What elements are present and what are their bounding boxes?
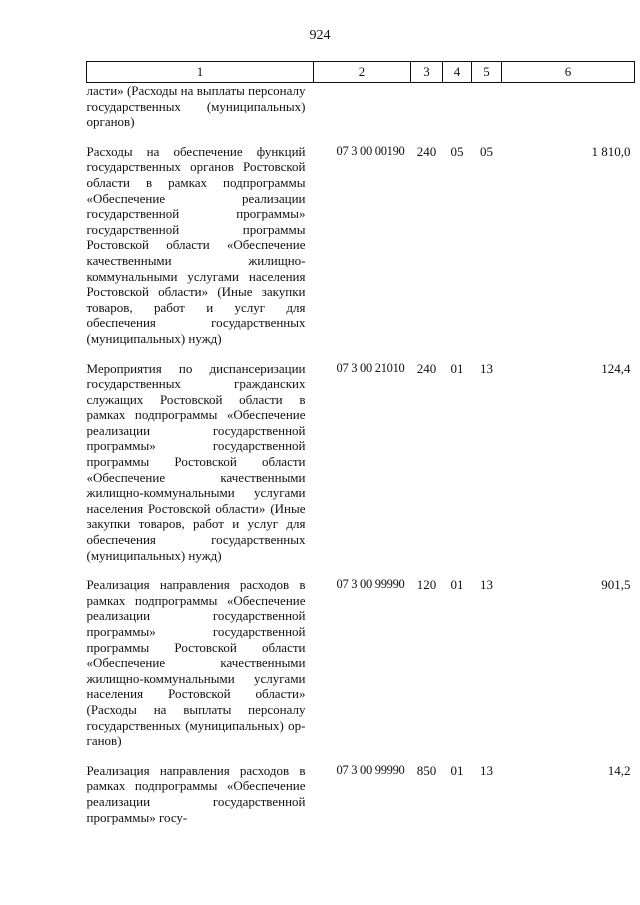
header-col-3: 3 <box>411 62 443 83</box>
row-col5: 05 <box>480 143 493 159</box>
row-code: 07 3 00 00190 <box>336 143 405 158</box>
row-col4: 01 <box>450 762 464 778</box>
header-col-2: 2 <box>314 62 411 83</box>
row-amount: 124,4 <box>601 360 631 376</box>
row-col4: 05 <box>450 143 464 159</box>
row-amount: 14,2 <box>607 762 631 778</box>
header-col-1: 1 <box>87 62 314 83</box>
row-col4: 01 <box>450 577 464 593</box>
table-row <box>87 749 635 825</box>
row-col3 <box>411 83 443 130</box>
page-number: 924 <box>309 28 331 43</box>
row-description: ласти» (Расходы на выплаты персоналу государственных (муниципальных) органов) <box>86 83 306 130</box>
budget-table <box>86 61 635 825</box>
row-description: Расходы на обеспечение функций государственных органов Ростовской области в рамках подпрограммы «Обеспечение реализации государственной программы» государственной программы Ростовской области «Обеспечение качественными жилищно-коммунальными услугами населения Ростовской области» (Иные закупки товаров, работ и услуг для обеспечения государственных (муниципальных) нужд) <box>86 143 306 346</box>
row-col5: 13 <box>480 360 493 376</box>
row-amount: 901,5 <box>601 577 631 593</box>
row-code <box>314 83 411 130</box>
row-description: Реализация направления расходов в рамках подпрограммы «Обеспечение реализации государственной программы» государственной программы Ростовской области «Обеспечение качественными жилищно-коммунальными услугами населения Ростовской области» (Расходы на выплаты персоналу государственных (муниципальных) органов) <box>86 577 306 749</box>
row-amount <box>502 83 635 130</box>
row-code: 07 3 00 99990 <box>336 762 405 777</box>
row-col5: 13 <box>480 577 493 593</box>
header-col-5: 5 <box>472 62 502 83</box>
row-code: 07 3 00 99990 <box>336 577 405 592</box>
row-col3: 850 <box>416 762 437 778</box>
header-col-6: 6 <box>502 62 635 83</box>
row-col3: 240 <box>416 360 437 376</box>
row-col4 <box>443 83 472 130</box>
row-amount: 1 810,0 <box>591 143 631 159</box>
row-col5: 13 <box>480 762 493 778</box>
row-col3: 240 <box>416 143 437 159</box>
table-row <box>87 563 635 749</box>
row-code: 07 3 00 21010 <box>336 360 405 375</box>
table-row <box>87 130 635 347</box>
header-col-4: 4 <box>443 62 472 83</box>
table-header <box>87 62 635 83</box>
table-row <box>87 83 635 130</box>
row-col4: 01 <box>450 360 464 376</box>
table-row <box>87 347 635 564</box>
row-col5 <box>472 83 502 130</box>
row-description: Реализация направления расходов в рамках подпрограммы «Обеспечение реализации государственной программы» госу- <box>86 762 306 825</box>
row-col3: 120 <box>416 577 437 593</box>
row-description: Мероприятия по диспансеризации государственных гражданских служащих Ростовской области в рамках подпрограммы «Обеспечение реализации государственной программы» государственной программы Ростовской области «Обеспечение качественными жилищно-коммунальными услугами населения Ростовской области» (Иные закупки товаров, работ и услуг для обеспечения государственных (муниципальных) нужд) <box>86 360 306 563</box>
